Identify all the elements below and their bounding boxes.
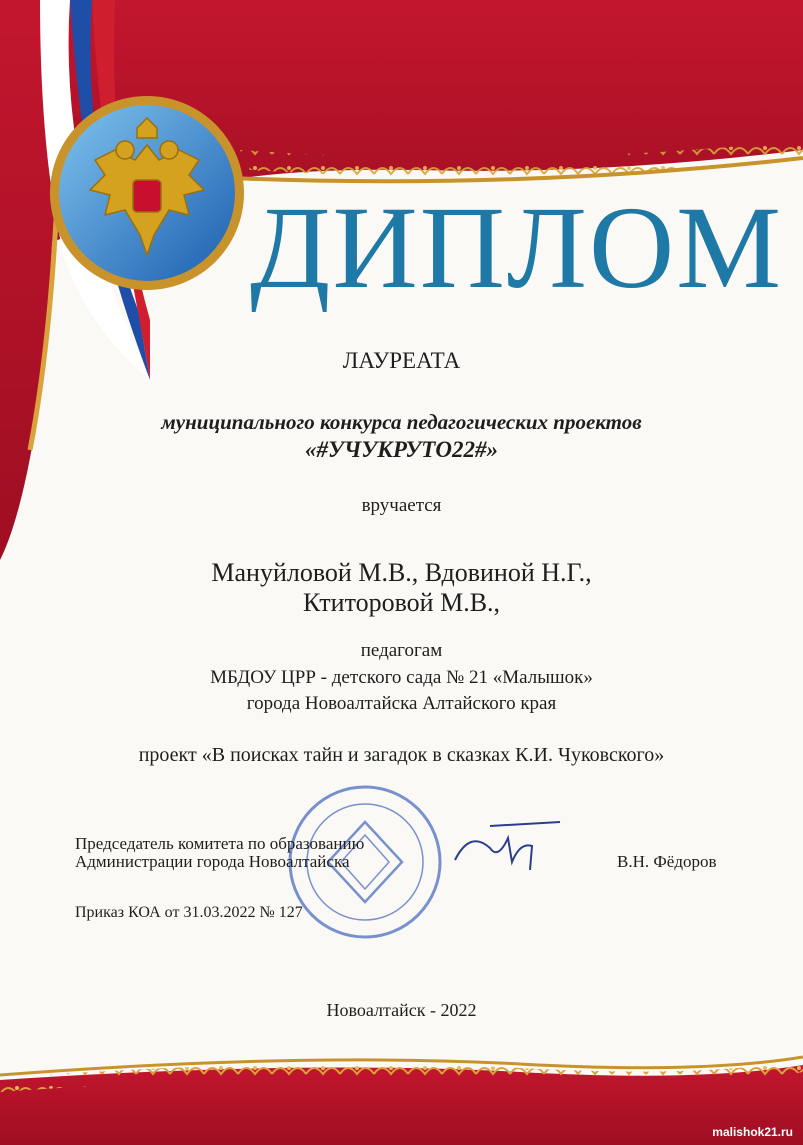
awarded-label: вручается <box>361 495 442 516</box>
organization-line-1: МБДОУ ЦРР - детского сада № 21 «Малышок» <box>210 667 593 688</box>
laureate-label: ЛАУРЕАТА <box>342 348 461 373</box>
recipients-line-1: Мануйловой М.В., Вдовиной Н.Г., <box>211 558 592 587</box>
site-watermark: malishok21.ru <box>712 1125 793 1139</box>
signer-name: В.Н. Фёдоров <box>617 852 717 871</box>
project-title: проект «В поисках тайн и загадок в сказках К.И. Чуковского» <box>138 744 665 766</box>
diploma-title: ДИПЛОМ <box>250 182 784 313</box>
city-year: Новоалтайск - 2022 <box>326 1000 477 1020</box>
contest-description: муниципального конкурса педагогических проектов <box>161 410 642 434</box>
contest-name: «#УЧУКРУТО22#» <box>305 437 498 462</box>
recipients-line-2: Ктиторовой М.В., <box>302 588 501 617</box>
chair-title-line-2: Администрации города Новоалтайска <box>75 852 350 871</box>
organization-line-2: города Новоалтайска Алтайского края <box>246 693 557 714</box>
order-reference: Приказ КОА от 31.03.2022 № 127 <box>75 904 303 921</box>
chair-title-line-1: Председатель комитета по образованию <box>75 834 365 853</box>
signature <box>455 822 560 870</box>
recipients-role: педагогам <box>360 640 443 661</box>
